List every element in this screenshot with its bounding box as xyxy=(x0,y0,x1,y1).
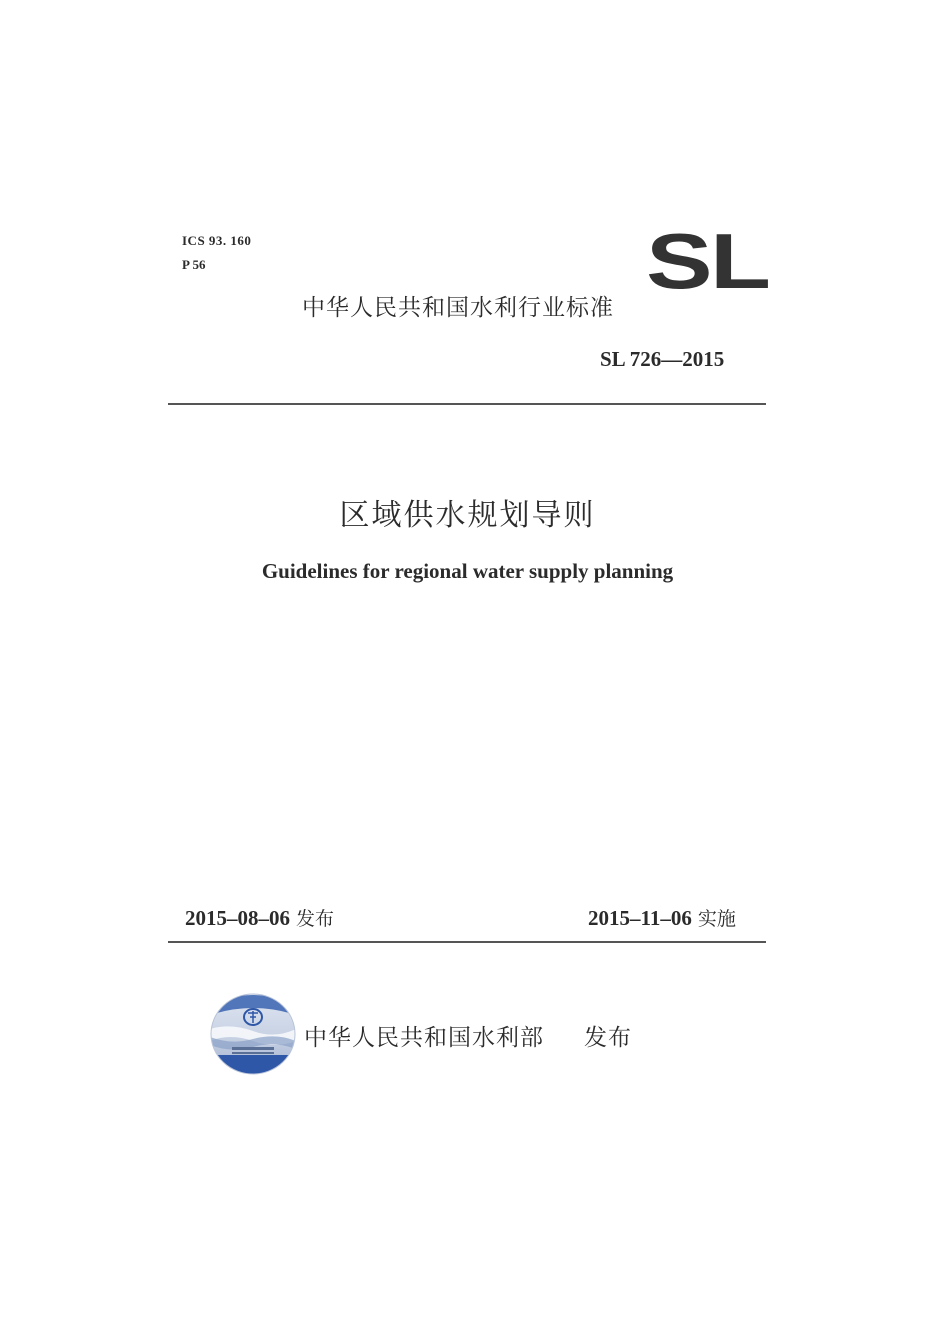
implement-label: 实施 xyxy=(697,908,736,930)
top-divider xyxy=(168,403,766,405)
industry-standard-label: 中华人民共和国水利行业标准 xyxy=(302,295,614,321)
ics-code: ICS 93. 160 xyxy=(182,233,252,248)
implement-date-line xyxy=(588,904,736,933)
sl-logo: SL xyxy=(646,217,769,305)
issuing-action: 发布 xyxy=(584,1025,632,1051)
issuing-authority: 中华人民共和国水利部 xyxy=(304,1025,544,1051)
issue-date: 2015–08–06 xyxy=(185,906,290,930)
implement-date: 2015–11–06 xyxy=(588,906,692,930)
document-title-english: Guidelines for regional water supply planning xyxy=(261,559,674,583)
bottom-divider xyxy=(168,941,766,943)
category-code: P 56 xyxy=(182,257,206,272)
standard-code: SL 726—2015 xyxy=(600,347,725,371)
issue-date-line xyxy=(185,904,334,933)
issue-label: 发布 xyxy=(296,908,335,930)
document-title-chinese: 区域供水规划导则 xyxy=(339,498,596,533)
anti-counterfeit-seal-icon xyxy=(210,993,296,1075)
